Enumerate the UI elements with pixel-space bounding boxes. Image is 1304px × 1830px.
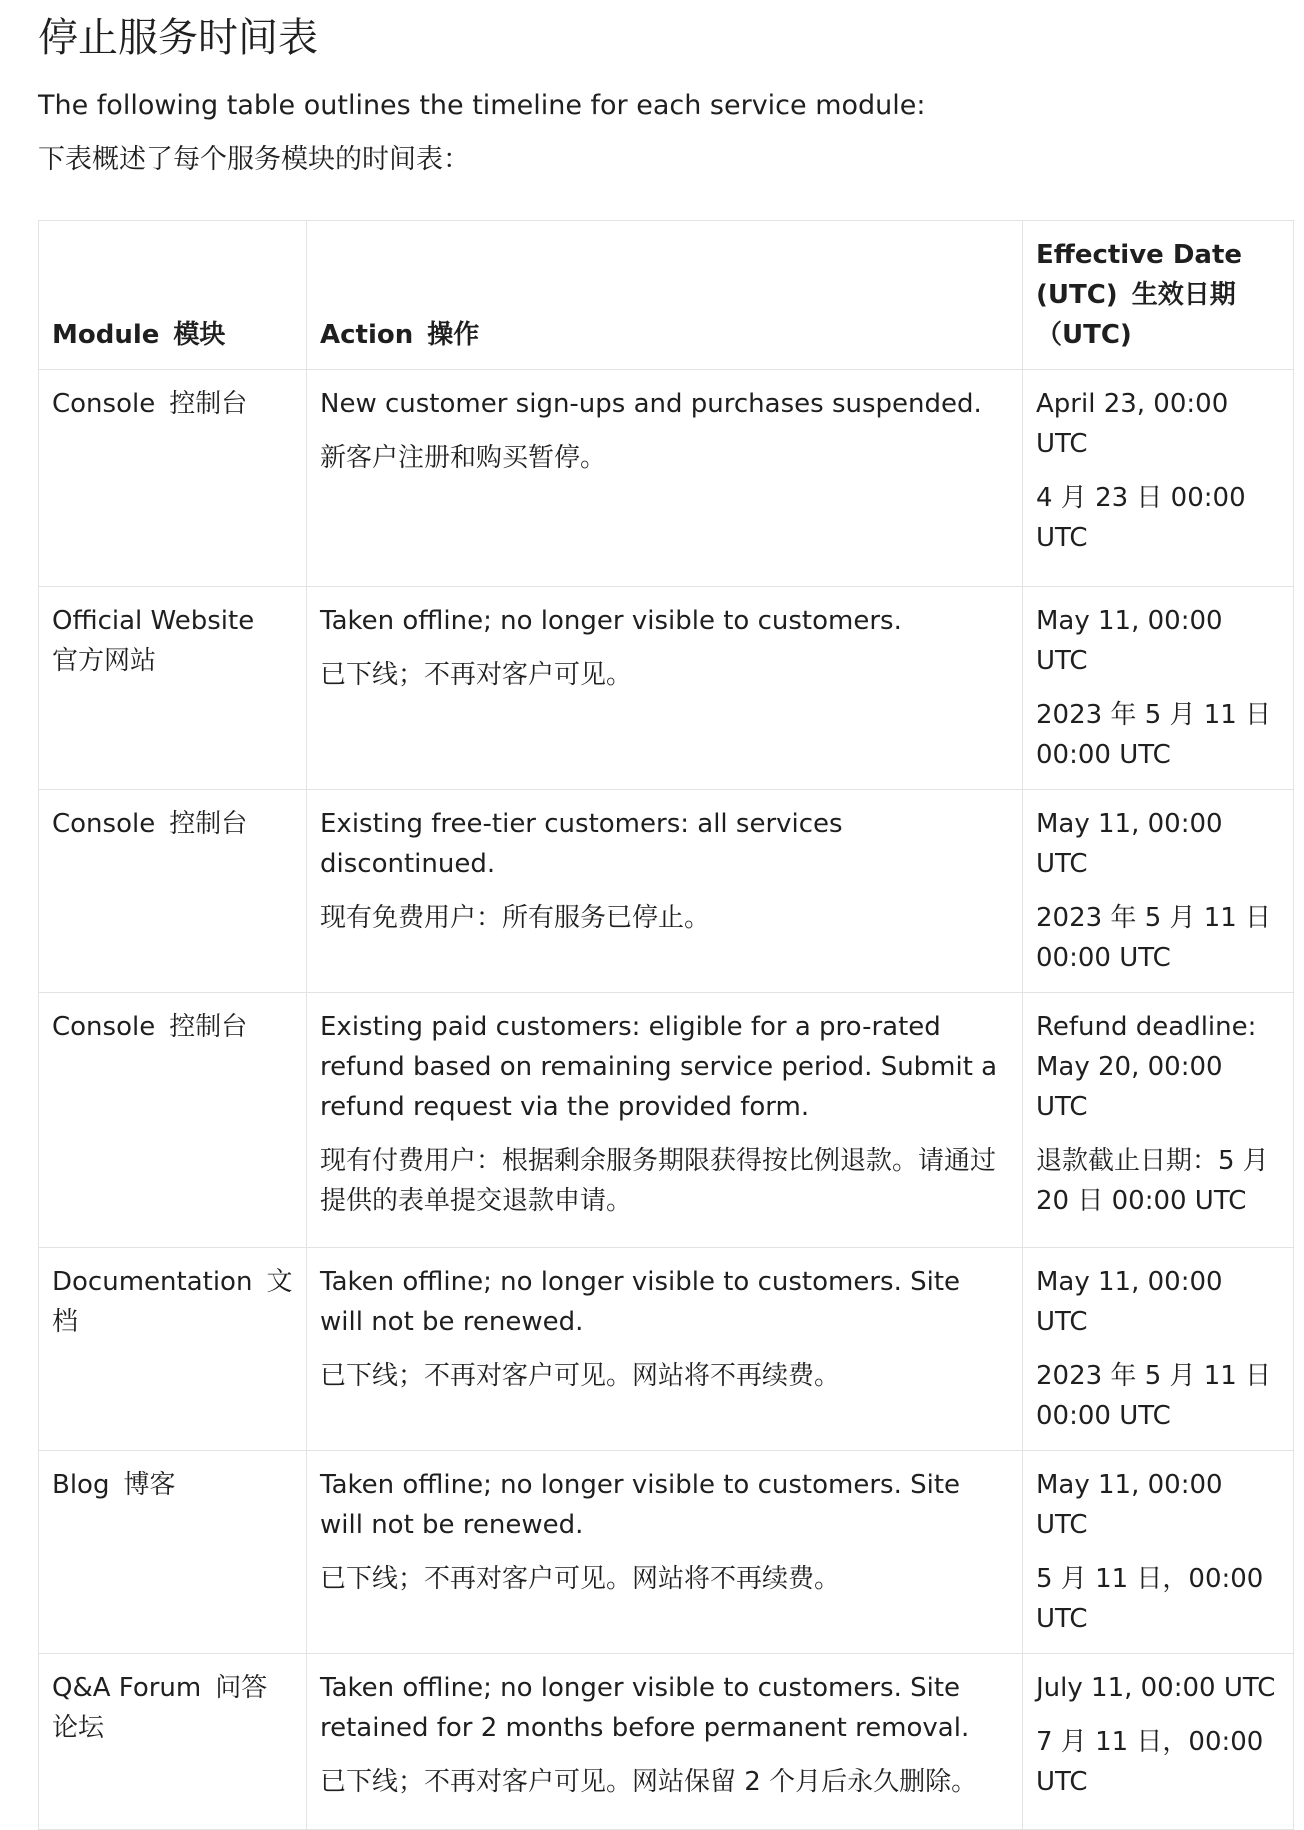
intro-chinese: 下表概述了每个服务模块的时间表： [38, 144, 470, 175]
date-en: May 11, 00:00 UTC [1036, 1470, 1223, 1540]
module-zh: 控制台 [169, 809, 248, 839]
module-zh: 控制台 [169, 389, 248, 419]
module-zh: 文档 [52, 1267, 293, 1337]
table-row [39, 370, 1294, 587]
action-zh: 已下线；不再对客户可见。网站将不再续费。 [320, 1564, 841, 1594]
action-zh: 已下线；不再对客户可见。网站保留 2 个月后永久删除。 [320, 1767, 978, 1797]
action-zh: 新客户注册和购买暂停。 [320, 443, 607, 473]
module-cell [39, 1248, 307, 1451]
action-en: Taken offline; no longer visible to customers. [320, 606, 902, 636]
action-en: Taken offline; no longer visible to customers. Site will not be renewed. [320, 1267, 961, 1337]
table-header-row [39, 221, 1294, 370]
header-module [39, 221, 307, 370]
module-en: Console [52, 389, 156, 419]
action-en: Existing free-tier customers: all services discontinued. [320, 809, 843, 879]
header-date-en: Effective Date (UTC) [1036, 240, 1243, 310]
action-zh: 已下线；不再对客户可见。网站将不再续费。 [320, 1361, 841, 1391]
action-zh: 现有付费用户：根据剩余服务期限获得按比例退款。请通过提供的表单提交退款申请。 [320, 1146, 997, 1216]
table-row [39, 1248, 1294, 1451]
table-row [39, 790, 1294, 993]
date-zh: 4 月 23 日 00:00 UTC [1036, 483, 1246, 553]
action-zh: 现有免费用户：所有服务已停止。 [320, 903, 711, 933]
table-row [39, 1654, 1294, 1830]
date-zh: 2023 年 5 月 11 日 00:00 UTC [1036, 903, 1272, 973]
module-zh: 问答论坛 [52, 1673, 268, 1743]
module-en: Official Website [52, 606, 255, 636]
module-cell [39, 587, 307, 790]
header-module-zh: 模块 [173, 320, 226, 350]
action-en: New customer sign-ups and purchases suspended. [320, 389, 982, 419]
header-action [307, 221, 1023, 370]
header-date-zh: 生效日期（UTC) [1036, 280, 1236, 350]
date-cell [1023, 587, 1294, 790]
module-cell [39, 1451, 307, 1654]
date-en: July 11, 00:00 UTC [1036, 1673, 1276, 1703]
date-en: Refund deadline: May 20, 00:00 UTC [1036, 1012, 1257, 1122]
module-en: Console [52, 809, 156, 839]
module-en: Console [52, 1012, 156, 1042]
page-title: 停止服务时间表 [38, 15, 318, 61]
date-cell [1023, 790, 1294, 993]
date-en: May 11, 00:00 UTC [1036, 1267, 1223, 1337]
date-en: May 11, 00:00 UTC [1036, 809, 1223, 879]
module-en: Documentation [52, 1267, 253, 1297]
module-zh: 博客 [123, 1470, 176, 1500]
action-en: Existing paid customers: eligible for a pro-rated refund based on remaining service period. Submit a refund request via the provided form. [320, 1012, 998, 1122]
intro-english: The following table outlines the timeline for each service module: [38, 90, 926, 121]
date-cell [1023, 1654, 1294, 1830]
module-en: Q&A Forum [52, 1673, 202, 1703]
date-en: April 23, 00:00 UTC [1036, 389, 1229, 459]
action-cell [307, 587, 1023, 790]
date-zh: 5 月 11 日，00:00 UTC [1036, 1564, 1264, 1634]
date-en: May 11, 00:00 UTC [1036, 606, 1223, 676]
header-effective-date [1023, 221, 1294, 370]
date-zh: 退款截止日期：5 月 20 日 00:00 UTC [1036, 1146, 1269, 1216]
module-cell [39, 1654, 307, 1830]
date-zh: 7 月 11 日，00:00 UTC [1036, 1727, 1264, 1797]
table-row [39, 993, 1294, 1248]
header-action-zh: 操作 [427, 320, 480, 350]
action-cell [307, 1654, 1023, 1830]
date-cell [1023, 1451, 1294, 1654]
action-cell [307, 993, 1023, 1248]
module-en: Blog [52, 1470, 110, 1500]
module-cell [39, 790, 307, 993]
action-en: Taken offline; no longer visible to customers. Site will not be renewed. [320, 1470, 961, 1540]
date-zh: 2023 年 5 月 11 日 00:00 UTC [1036, 1361, 1272, 1431]
module-cell [39, 993, 307, 1248]
action-en: Taken offline; no longer visible to customers. Site retained for 2 months before permanent removal. [320, 1673, 970, 1743]
action-cell [307, 370, 1023, 587]
date-cell [1023, 993, 1294, 1248]
action-cell [307, 790, 1023, 993]
date-cell [1023, 1248, 1294, 1451]
action-cell [307, 1248, 1023, 1451]
module-zh: 官方网站 [52, 646, 157, 676]
module-zh: 控制台 [169, 1012, 248, 1042]
table-row [39, 1451, 1294, 1654]
action-zh: 已下线；不再对客户可见。 [320, 660, 633, 690]
table-row [39, 587, 1294, 790]
date-zh: 2023 年 5 月 11 日 00:00 UTC [1036, 700, 1272, 770]
module-cell [39, 370, 307, 587]
date-cell [1023, 370, 1294, 587]
header-action-en: Action [320, 320, 414, 350]
timeline-table [38, 220, 1294, 1830]
action-cell [307, 1451, 1023, 1654]
header-module-en: Module [52, 320, 160, 350]
